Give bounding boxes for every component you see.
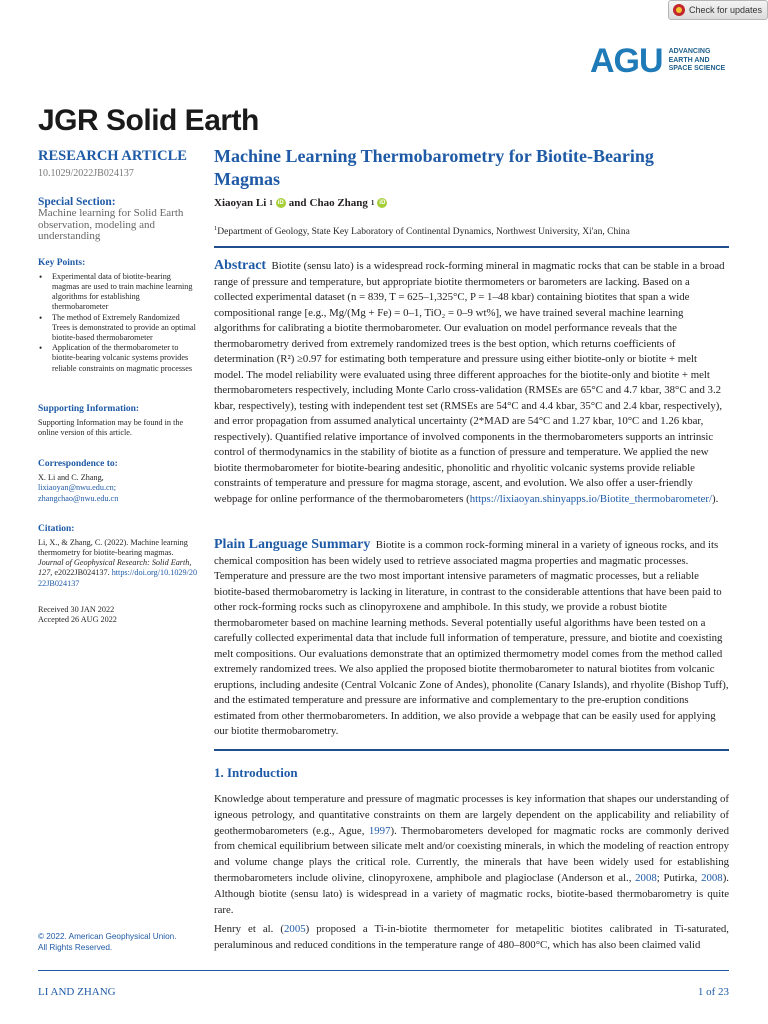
special-section-text: Machine learning for Solid Earth observation, modeling and understanding (38, 207, 184, 243)
doi: 10.1029/2022JB024137 (38, 168, 134, 179)
section-heading: 1. Introduction (214, 765, 298, 780)
key-points-list (38, 272, 198, 374)
email-link[interactable]: lixiaoyan@nwu.edu.cn; (38, 483, 117, 493)
divider (214, 246, 729, 248)
pls-text: Biotite is a common rock-forming mineral in a variety of igneous rocks, and its chemical composition has been widely used to retrieve associated magma properties and magmatic processes. Temperature and pressure are the two most important intensive parameters of magmatic processes, but a reliable biotite-based thermobarometry is lacking in literature, in contrast to the considerable attentions that have been paid to other rock-forming rocks such as clinopyroxene and amphibole. In this study, we provide a robust biotite thermobarometer based on machine learning methods. Several potentially useful algorithms have been tested on a carefully collected experimental data that include full information of temperature, pressure, and biotite and coexisting melt compositions. Our evaluations demonstrate that an optimized thermometry model comes from the method called extremely randomized trees. We also applied the proposed biotite thermobarometer to natural biotites from volcanic eruptions, including andesite (Central Volcanic Zone of Andes), phonolite (Canary Islands), and rhyolite (Bishop Tuff), and the estimated temperature and pressure are informative and complementary to the pre-eruption conditions estimated from other thermobarometers. In addition, we also provide a webpage that can be easily used for applying our biotite thermobarometry. (214, 539, 729, 737)
copyright-line: All Rights Reserved. (38, 943, 113, 952)
agu-tagline (669, 48, 726, 74)
supporting-heading: Supporting Information: (38, 403, 140, 414)
webpage-link[interactable]: https://lixiaoyan.shinyapps.io/Biotite_thermobarometer/ (469, 492, 713, 505)
article-title: Machine Learning Thermobarometry for Biotite-Bearing Magmas (214, 146, 654, 189)
check-for-updates-button[interactable] (668, 0, 768, 20)
agu-logo (590, 44, 725, 78)
correspondence-heading: Correspondence to: (38, 459, 118, 470)
author-separator: and (288, 197, 307, 209)
citation-heading: Citation: (38, 523, 75, 534)
key-point: • The method of Extremely Randomized Trees is demonstrated to provide an optimal biotite-based thermobarometer (38, 313, 198, 344)
supporting-text: Supporting Information may be found in the online version of this article. (38, 417, 184, 438)
authors (214, 197, 387, 209)
copyright-line: © 2022. American Geophysical Union. (38, 932, 177, 941)
affiliation-mark: 1 (370, 199, 375, 207)
article-type: RESEARCH ARTICLE (38, 148, 187, 164)
key-points-heading: Key Points: (38, 257, 86, 268)
intro-paragraph (214, 922, 729, 954)
affiliation-mark: 1 (269, 199, 273, 207)
received-date: Received 30 JAN 2022 (38, 604, 115, 614)
abstract-heading: Abstract (214, 258, 267, 273)
key-point: • Application of the thermobarometer to biotite-bearing volcanic systems provides reliable constraints on magmatic processes (38, 343, 198, 374)
agu-mark: AGU (590, 42, 663, 80)
reference-link[interactable]: 2005 (284, 923, 306, 935)
sidebar (38, 148, 198, 625)
citation-journal: Journal of Geophysical Research: Solid Earth, 127 (38, 558, 192, 578)
citation-part: Li, X., & Zhang, C. (2022). Machine learning thermometry for biotite-bearing magmas. (38, 537, 188, 558)
accepted-date: Accepted 26 AUG 2022 (38, 615, 117, 625)
text: ). Although biotite (sensu lato) is widespread in a variety of magmatic rocks, biotite-based thermobarometry is quite rare. (214, 871, 729, 916)
abstract (214, 258, 729, 507)
author-name: Chao Zhang (309, 197, 368, 209)
intro-paragraph (214, 792, 729, 918)
plain-language-summary (214, 537, 729, 740)
citation-part: , e2022JB024137. (50, 568, 112, 578)
key-point: • Experimental data of biotite-bearing magmas are used to train machine learning algorithms for establishing thermobarometer (38, 272, 198, 313)
correspondence-names: X. Li and C. Zhang, (38, 473, 104, 483)
email-link[interactable]: zhangchao@nwu.edu.cn (38, 493, 119, 503)
crossmark-icon (673, 4, 685, 16)
citation-doi-link[interactable]: https://doi.org/10.1029/2022JB024137 (38, 568, 198, 588)
divider (214, 749, 729, 751)
affiliation-mark: 1 (214, 225, 218, 232)
agu-tagline-1: ADVANCING (668, 48, 711, 56)
text: Henry et al. ( (214, 923, 285, 935)
citation-text (38, 538, 198, 589)
orcid-icon[interactable]: iD (277, 200, 284, 206)
special-section-heading: Special Section: (38, 196, 116, 208)
text: Knowledge about temperature and pressure of magmatic processes is key information that shapes our understanding of igneous petrology, and quantitative constraints on them are largely dependent on the applicability and reliability of geothermobarometers (e.g., Ague, (214, 793, 729, 837)
reference-link[interactable]: 2008 (701, 871, 723, 884)
reference-link[interactable]: 2008 (635, 871, 657, 884)
author-name: Xiaoyan Li (214, 197, 267, 209)
footer-divider (38, 970, 729, 971)
orcid-icon[interactable]: iD (379, 200, 386, 206)
journal-name: JGR Solid Earth (38, 104, 259, 137)
abstract-text: Biotite (sensu lato) is a widespread rock-forming mineral in magmatic rocks that can be stable in a broad range of pressure and temperature, but appropriate biotite thermometers or barometers are lacking. Based on a collected experimental dataset (n = 839, T = 625–1,325°C, P = 1–48 kbar) containing biotites that span a wide compositional range [e.g., Mg/(Mg + Fe) = 0–1, TiO₂ = 0–9 wt%], we have trained several machine learning algorithms for calibrating a biotite thermobarometer. Our evaluation on model performance reveals that the thermobarometry derived from extremely randomized trees is the best option, which returns coefficients of determination (R²) ≥0.97 for estimating both temperature and pressure using either biotite-only or biotite + melt model. The model reliability were evaluated using three different approaches for the biotite-only and biotite + melt thermobarometers respectively, including Monte Carlo cross-validation (RMSEs are 65°C and 4.7 kbar, 38°C and 3.2 kbar, respectively), testing with independent test set (RMSEs are 54°C and 4.4 kbar, 35°C and 2.4 kbar, respectively), and error propagation from assumed analytical uncertainty (2*MAD are 54°C and 1.27 kbar, 10°C and 1.26 kbar, respectively). Quantified relative importance of involved components in the thermobarometers supports an intrinsic control of thermodynamics in the stability of biotite as a function of pressure and temperature. We applied the new biotite thermobarometer for biotite-bearing andesitic, phonolitic and rhyolitic volcanic systems provide reliable constraints of temperature and pressure for magma storage, ascent, and evolution. We also offer a user-friendly webpage for online performance of the thermobarometers ( (214, 260, 725, 505)
page-number: 1 of 23 (697, 986, 729, 998)
reference-link[interactable]: 1997 (368, 824, 391, 837)
pls-heading: Plain Language Summary (214, 537, 371, 552)
agu-tagline-3: SPACE SCIENCE (668, 65, 726, 73)
text: ; Putirka, (656, 871, 702, 884)
check-updates-label: Check for updates (689, 5, 763, 15)
text: ). Thermobarometers developed for magmatic rocks are commonly derived from chemical equilibrium between silicate melt and/or coexisting minerals, in which the modeling of reaction entropy and volume change plays the critical role. Currently, the minerals that have been widely used for establishing thermobarometers include olivine, clinopyroxene, amphibole and plagioclase (Anderson et al., (214, 824, 729, 884)
abstract-end: ). (712, 492, 719, 505)
affiliation-text: Department of Geology, State Key Laboratory of Continental Dynamics, Northwest University, Xi'an, China (217, 227, 630, 238)
copyright (38, 931, 176, 953)
text: ) proposed a Ti-in-biotite thermometer for metapelitic biotites calibrated in Ti-saturated, peraluminous and reduced conditions in the temperature range of 480–800°C, which has also been claimed valid (214, 923, 729, 951)
running-head: LI AND ZHANG (38, 986, 116, 998)
agu-tagline-2: EARTH AND (668, 56, 710, 64)
affiliation (214, 225, 630, 237)
